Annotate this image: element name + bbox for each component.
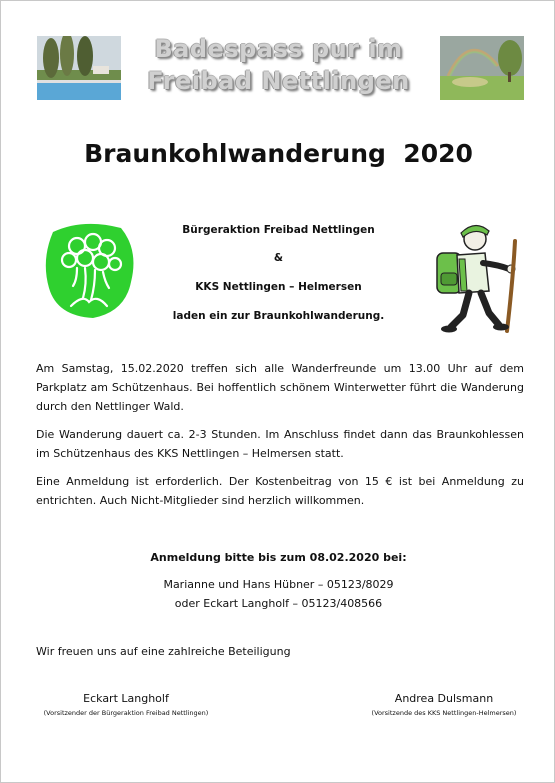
signature-right-role: (Vorsitzende des KKS Nettlingen-Helmersen): [371, 709, 517, 717]
banner-line-1: Badespass pur im: [154, 35, 403, 63]
registration-contact-1: Marianne und Hans Hübner – 05123/8029: [163, 578, 394, 591]
rainbow-meadow-photo: [440, 36, 524, 100]
hiker-icon: [429, 219, 527, 337]
registration-heading: Anmeldung bitte bis zum 08.02.2020 bei:: [150, 551, 407, 564]
signature-left-role: (Vorsitzender der Bürgeraktion Freibad Nettlingen): [43, 709, 209, 717]
closing-text: Wir freuen uns auf eine zahlreiche Beteiligung: [36, 645, 291, 658]
organizer-2: KKS Nettlingen – Helmersen: [195, 281, 362, 293]
signature-left-name: Eckart Langholf: [83, 692, 169, 705]
registration-contact-2: oder Eckart Langholf – 05123/408566: [174, 597, 383, 610]
page-title: Braunkohlwanderung 2020: [84, 139, 473, 168]
banner-line-2: Freibad Nettlingen: [147, 67, 410, 95]
paragraph-registration-fee: Eine Anmeldung ist erforderlich. Der Kostenbeitrag von 15 € ist bei Anmeldung zu entrichten. Auch Nicht-Mitglieder sind herzlich willkommen.: [36, 475, 524, 507]
signature-right-name: Andrea Dulsmann: [394, 692, 494, 705]
invitation-text: laden ein zur Braunkohlwanderung.: [172, 310, 385, 322]
organizer-1: Bürgeraktion Freibad Nettlingen: [182, 224, 375, 236]
ampersand: &: [273, 252, 284, 264]
pool-trees-photo: [37, 36, 121, 100]
paragraph-duration: Die Wanderung dauert ca. 2-3 Stunden. Im Anschluss findet dann das Braunkohlessen im Schützenhaus des KKS Nettlingen – Helmersen statt.: [36, 428, 524, 460]
broccoli-icon: [43, 220, 139, 320]
banner-slogan: [131, 33, 426, 97]
paragraph-date: Am Samstag, 15.02.2020 treffen sich alle Wanderfreunde um 13.00 Uhr auf dem Parkplatz am Schützenhaus. Bei hoffentlich schönem Winterwetter führt die Wanderung durch den Nettlinger Wald.: [36, 362, 524, 413]
